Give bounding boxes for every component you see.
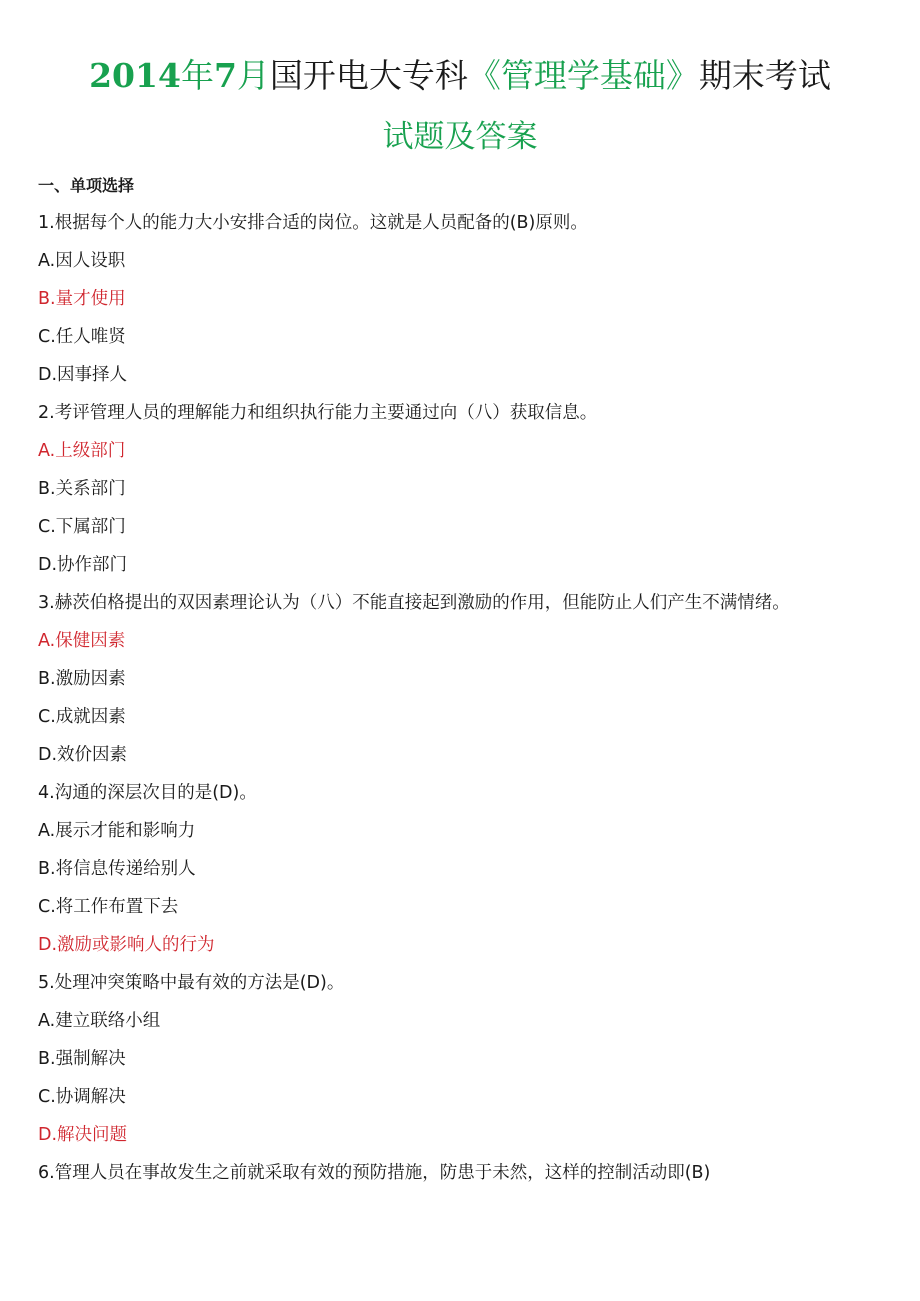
question-text: 1.根据每个人的能力大小安排合适的岗位。这就是人员配备的(B)原则。: [38, 213, 588, 233]
title-year: 2014: [89, 56, 181, 95]
title-course: 《管理学基础》: [467, 56, 699, 95]
option-text: D.协作部门: [38, 555, 128, 575]
title-suffix: 期末考试: [698, 56, 831, 95]
option-text: D.效价因素: [38, 745, 128, 765]
answer-option: B.量才使用: [38, 289, 126, 309]
option-text: C.协调解决: [38, 1087, 126, 1107]
answer-option: A.保健因素: [38, 631, 126, 651]
question-text: 2.考评管理人员的理解能力和组织执行能力主要通过向（八）获取信息。: [38, 403, 598, 423]
option-text: A.因人设职: [38, 251, 126, 271]
question-list: [38, 208, 898, 1196]
option-text: A.建立联络小组: [38, 1011, 161, 1031]
title-month-unit: 月: [236, 56, 270, 95]
option-text: C.任人唯贤: [38, 327, 126, 347]
option-text: D.因事择人: [38, 365, 128, 385]
answer-option: D.激励或影响人的行为: [38, 935, 215, 955]
option-text: B.激励因素: [38, 669, 126, 689]
option-text: B.关系部门: [38, 479, 126, 499]
option-text: C.下属部门: [38, 517, 126, 537]
answer-option: A.上级部门: [38, 441, 126, 461]
question-text: 3.赫茨伯格提出的双因素理论认为（八）不能直接起到激励的作用，但能防止人们产生不满情绪。: [38, 593, 790, 613]
question-text: 6.管理人员在事故发生之前就采取有效的预防措施，防患于未然，这样的控制活动即(B): [38, 1163, 711, 1183]
title-month: 7: [213, 56, 237, 95]
option-text: B.强制解决: [38, 1049, 126, 1069]
title-school: 国开电大专科: [269, 56, 468, 95]
document-title: [0, 52, 920, 100]
option-text: B.将信息传递给别人: [38, 859, 196, 879]
option-text: A.展示才能和影响力: [38, 821, 196, 841]
document-subtitle: 试题及答案: [382, 119, 538, 155]
section-heading: 一、单项选择: [38, 176, 135, 195]
title-year-unit: 年: [180, 56, 214, 95]
question-text: 4.沟通的深层次目的是(D)。: [38, 783, 257, 803]
option-text: C.将工作布置下去: [38, 897, 179, 917]
answer-option: D.解决问题: [38, 1125, 128, 1145]
question-text: 5.处理冲突策略中最有效的方法是(D)。: [38, 973, 345, 993]
option-text: C.成就因素: [38, 707, 126, 727]
